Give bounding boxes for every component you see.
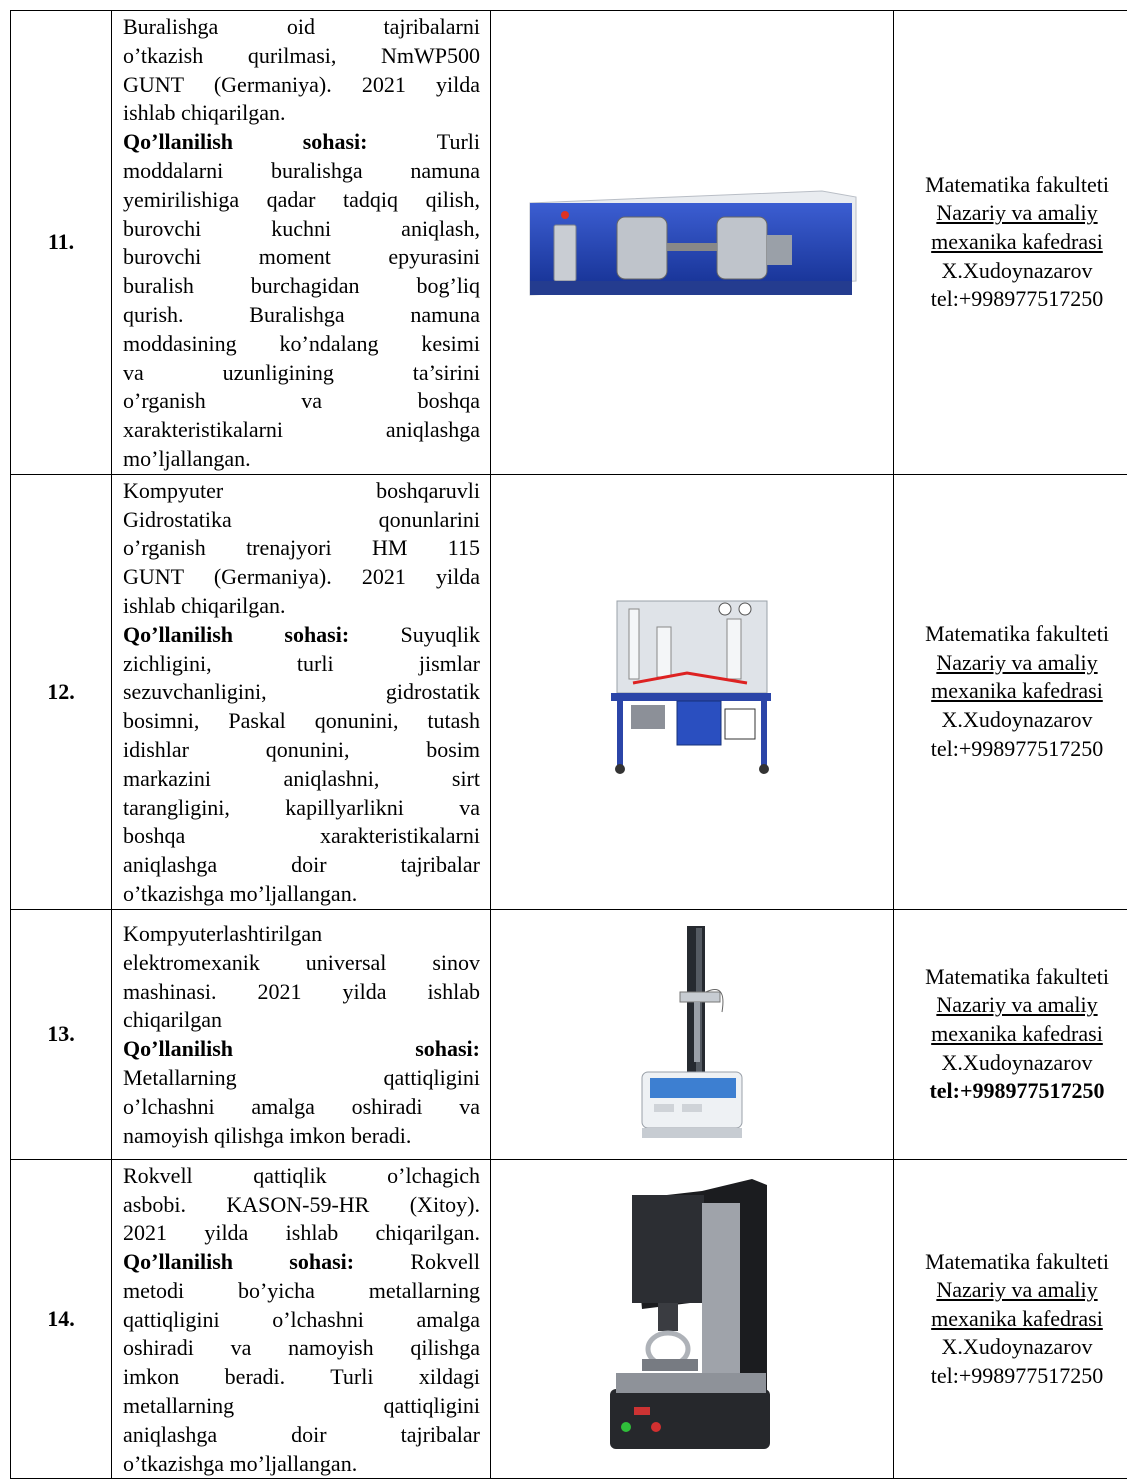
rockwell-hardness-tester-image xyxy=(602,1169,782,1469)
usage-line: sezuvchanligini, gidrostatik xyxy=(123,679,480,705)
desc-line: Gidrostatika qonunlarini xyxy=(123,506,480,532)
responsible-info xyxy=(894,909,1127,1159)
equipment-photo-cell xyxy=(491,11,894,475)
desc-line: o’rganish trenajyori HM 115 xyxy=(123,535,480,561)
equipment-photo-cell xyxy=(491,909,894,1159)
usage-label: Qo’llanilish sohasi: xyxy=(123,621,350,647)
table-row xyxy=(11,11,1127,475)
usage-line: zichligini, turli jismlar xyxy=(123,650,480,676)
usage-line: boshqa xarakteristikalarni xyxy=(123,823,480,849)
equipment-table xyxy=(10,10,1127,1479)
person-name: X.Xudoynazarov xyxy=(941,257,1093,283)
department-line: Nazariy va amaliy xyxy=(936,992,1098,1018)
responsible-info xyxy=(894,11,1127,475)
usage-line: oshiradi va namoyish qilishga xyxy=(123,1335,480,1361)
usage-line: metallarning qattiqligini xyxy=(123,1393,480,1419)
department-line: mexanika kafedrasi xyxy=(931,229,1103,255)
person-name: X.Xudoynazarov xyxy=(941,1049,1093,1075)
row-number: 11. xyxy=(11,11,112,475)
usage-line: idishlar qonunini, bosim xyxy=(123,736,480,762)
usage-line: aniqlashga doir tajribalar xyxy=(123,852,480,878)
department-line: Nazariy va amaliy xyxy=(936,200,1098,226)
usage-label-line xyxy=(123,621,480,650)
desc-line: GUNT (Germaniya). 2021 yilda xyxy=(123,71,480,97)
desc-line: asbobi. KASON-59-HR (Xitoy). xyxy=(123,1191,480,1217)
usage-label-line xyxy=(123,1248,480,1277)
row-number: 14. xyxy=(11,1159,112,1479)
usage-label: Qo’llanilish sohasi: xyxy=(123,129,368,155)
usage-label: Qo’llanilish sohasi: xyxy=(123,1036,480,1062)
usage-line: buralish burchagidan bog’liq xyxy=(123,273,480,299)
desc-line: Kompyuterlashtirilgan xyxy=(123,921,323,947)
row-number: 12. xyxy=(11,474,112,909)
responsible-info xyxy=(894,474,1127,909)
usage-line: bosimni, Paskal qonunini, tutash xyxy=(123,708,480,734)
usage-line: moddasining ko’ndalang kesimi xyxy=(123,330,480,356)
usage-label-tail: Turli xyxy=(436,129,480,155)
usage-line: Metallarning qattiqligini xyxy=(123,1065,480,1090)
department-line: Nazariy va amaliy xyxy=(936,1277,1098,1303)
torsion-machine-image xyxy=(522,177,862,307)
table-row xyxy=(11,1159,1127,1479)
usage-line: o’tkazishga mo’ljallangan. xyxy=(123,880,358,906)
phone-number: tel:+998977517250 xyxy=(930,735,1104,761)
department-line: Nazariy va amaliy xyxy=(936,649,1098,675)
usage-line: mo’ljallangan. xyxy=(123,445,251,471)
usage-line: markazini aniqlashni, sirt xyxy=(123,765,480,791)
usage-label-tail: Suyuqlik xyxy=(400,621,480,647)
usage-line: qurish. Buralishga namuna xyxy=(123,301,480,327)
equipment-photo-cell xyxy=(491,474,894,909)
usage-line: imkon beradi. Turli xildagi xyxy=(123,1364,480,1390)
phone-number: tel:+998977517250 xyxy=(930,286,1104,312)
desc-line: o’tkazish qurilmasi, NmWP500 xyxy=(123,42,480,68)
hydrostatics-trainer-image xyxy=(597,597,787,787)
usage-line: burovchi moment epyurasini xyxy=(123,244,480,270)
faculty-name: Matematika fakulteti xyxy=(925,621,1109,647)
desc-line: ishlab chiqarilgan. xyxy=(123,592,286,618)
desc-line: ishlab chiqarilgan. xyxy=(123,100,286,126)
department-line: mexanika kafedrasi xyxy=(931,678,1103,704)
usage-line: xarakteristikalarni aniqlashga xyxy=(123,417,480,443)
table-row xyxy=(11,909,1127,1159)
equipment-photo-cell xyxy=(491,1159,894,1479)
usage-line: namoyish qilishga imkon beradi. xyxy=(123,1122,412,1148)
usage-label: Qo’llanilish sohasi: xyxy=(123,1249,355,1275)
usage-line: aniqlashga doir tajribalar xyxy=(123,1421,480,1447)
usage-label-line xyxy=(123,1035,480,1064)
usage-line: burovchi kuchni aniqlash, xyxy=(123,215,480,241)
desc-line: mashinasi. 2021 yilda ishlab xyxy=(123,978,480,1004)
usage-label-tail: Rokvell xyxy=(410,1249,480,1275)
row-number: 13. xyxy=(11,909,112,1159)
usage-line: yemirilishiga qadar tadqiq qilish, xyxy=(123,186,480,212)
desc-line: Rokvell qattiqlik o’lchagich xyxy=(123,1162,480,1188)
desc-line: Kompyuter boshqaruvli xyxy=(123,477,480,503)
phone-number: tel:+998977517250 xyxy=(930,1362,1104,1388)
usage-line: o’lchashni amalga oshiradi va xyxy=(123,1093,480,1119)
table-row xyxy=(11,474,1127,909)
desc-line: 2021 yilda ishlab chiqarilgan. xyxy=(123,1220,480,1246)
usage-label-line xyxy=(123,128,480,157)
usage-line: o’tkazishga mo’ljallangan. xyxy=(123,1450,358,1476)
department-line: mexanika kafedrasi xyxy=(931,1305,1103,1331)
usage-line: metodi bo’yicha metallarning xyxy=(123,1277,480,1303)
person-name: X.Xudoynazarov xyxy=(941,707,1093,733)
responsible-info xyxy=(894,1159,1127,1479)
equipment-description xyxy=(112,11,491,475)
desc-line: elektromexanik universal sinov xyxy=(123,949,480,975)
usage-line: o’rganish va boshqa xyxy=(123,388,480,414)
universal-testing-machine-image xyxy=(632,922,752,1147)
equipment-description xyxy=(112,909,491,1159)
phone-number: tel:+998977517250 xyxy=(929,1078,1105,1104)
usage-line: tarangligini, kapillyarlikni va xyxy=(123,794,480,820)
person-name: X.Xudoynazarov xyxy=(941,1334,1093,1360)
equipment-description xyxy=(112,474,491,909)
desc-line: Buralishga oid tajribalarni xyxy=(123,14,480,39)
faculty-name: Matematika fakulteti xyxy=(925,1248,1109,1274)
usage-line: moddalarni buralishga namuna xyxy=(123,157,480,183)
department-line: mexanika kafedrasi xyxy=(931,1020,1103,1046)
faculty-name: Matematika fakulteti xyxy=(925,963,1109,989)
usage-line: va uzunligining ta’sirini xyxy=(123,359,480,385)
faculty-name: Matematika fakulteti xyxy=(925,171,1109,197)
usage-line: qattiqligini o’lchashni amalga xyxy=(123,1306,480,1332)
desc-line: GUNT (Germaniya). 2021 yilda xyxy=(123,564,480,590)
equipment-description xyxy=(112,1159,491,1479)
desc-line: chiqarilgan xyxy=(123,1007,222,1033)
